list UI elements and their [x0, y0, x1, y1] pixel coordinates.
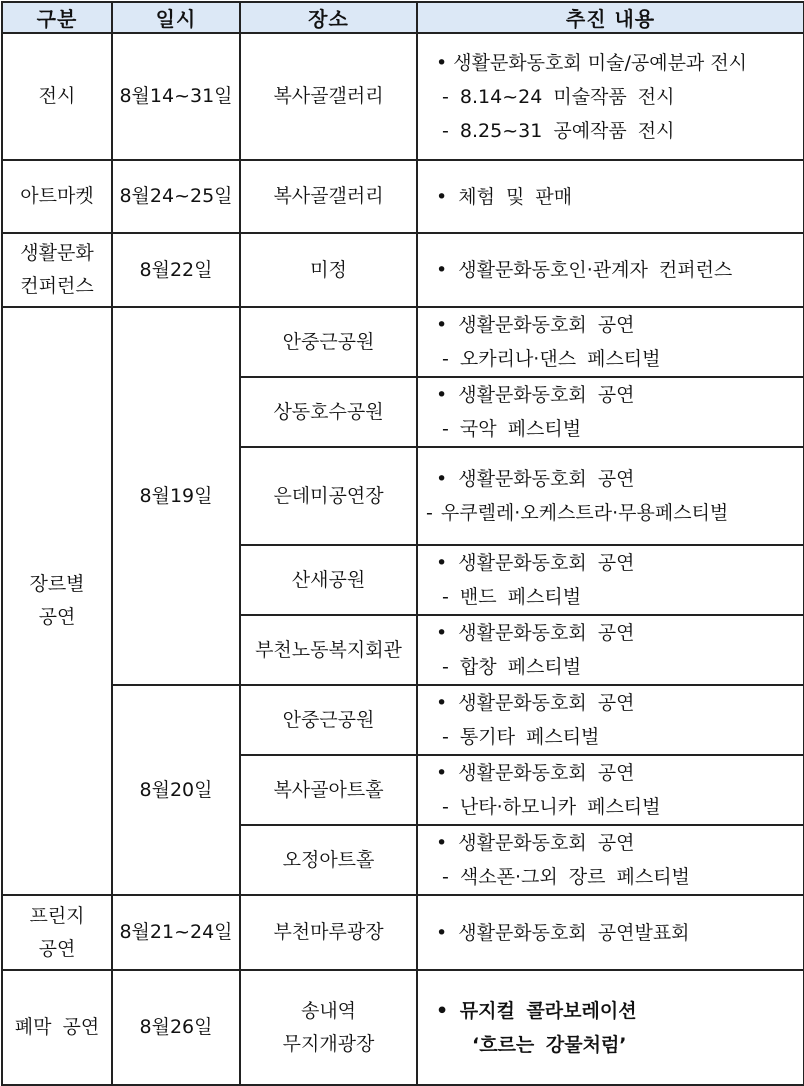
category-cell [2, 233, 112, 307]
place-cell: 안중근공원 [240, 307, 417, 377]
category-line: 컨퍼런스 [20, 275, 94, 297]
category-line: 프린지 [29, 904, 85, 927]
content-cell [417, 233, 804, 307]
header-content: 추진 내용 [417, 2, 804, 33]
place-cell [240, 970, 417, 1085]
content-line: • 체험 및 판매 [436, 185, 573, 208]
content-line: • 생활문화동호회 공연발표회 [436, 921, 690, 944]
category-cell [2, 895, 112, 970]
place-cell: 복사골아트홀 [240, 755, 417, 825]
category-line: 생활문화 [20, 242, 94, 264]
table-row-genre [2, 307, 804, 377]
content-cell [417, 615, 804, 685]
content-cell [417, 377, 804, 447]
content-line: • 생활문화동호회 미술/공예분과 전시 [436, 51, 748, 74]
content-line: - 국악 페스티벌 [442, 418, 582, 440]
content-line: - 색소폰·그외 장르 페스티벌 [442, 866, 690, 888]
content-cell [417, 33, 804, 160]
place-cell: 부천노동복지회관 [240, 615, 417, 685]
date-cell: 8월20일 [112, 685, 240, 895]
place-line: 무지개광장 [282, 1032, 375, 1055]
schedule-table-container [1, 1, 803, 1080]
content-line: • 뮤지컬 콜라보레이션 [436, 999, 637, 1022]
content-line: - 통기타 페스티벌 [442, 726, 600, 748]
table-row-closing [2, 970, 804, 1085]
category-line: 장르별 [29, 573, 85, 595]
content-line: • 생활문화동호회 공연 [436, 384, 635, 406]
table-row-conference [2, 233, 804, 307]
content-line: - 오카리나·댄스 페스티벌 [442, 348, 661, 370]
date-cell: 8월24~25일 [112, 160, 240, 233]
content-cell [417, 685, 804, 755]
content-cell [417, 545, 804, 615]
table-row-exhibition [2, 33, 804, 160]
place-cell: 복사골갤러리 [240, 33, 417, 160]
category-cell [2, 307, 112, 895]
content-cell [417, 895, 804, 970]
content-line: - 합창 페스티벌 [442, 656, 582, 678]
header-row [2, 2, 804, 33]
place-cell: 부천마루광장 [240, 895, 417, 970]
place-cell: 산새공원 [240, 545, 417, 615]
content-cell [417, 447, 804, 545]
content-line: • 생활문화동호회 공연 [436, 314, 635, 336]
content-cell [417, 307, 804, 377]
content-cell [417, 755, 804, 825]
category-line: 공연 [38, 606, 76, 628]
date-cell: 8월14~31일 [112, 33, 240, 160]
category-cell: 폐막 공연 [2, 970, 112, 1085]
content-line: - 8.14~24 미술작품 전시 [442, 85, 675, 108]
content-line: ‘흐르는 강물처럼’ [472, 1033, 627, 1056]
date-cell: 8월21~24일 [112, 895, 240, 970]
place-cell: 미정 [240, 233, 417, 307]
place-line: 송내역 [300, 999, 357, 1022]
header-date: 일시 [112, 2, 240, 33]
content-line: • 생활문화동호회 공연 [436, 468, 635, 490]
place-cell: 복사골갤러리 [240, 160, 417, 233]
schedule-table [1, 1, 804, 1086]
content-line: • 생활문화동호회 공연 [436, 552, 635, 574]
table-row-genre [2, 685, 804, 755]
date-cell: 8월26일 [112, 970, 240, 1085]
content-line: • 생활문화동호회 공연 [436, 832, 635, 854]
place-cell: 안중근공원 [240, 685, 417, 755]
content-line: • 생활문화동호회 공연 [436, 762, 635, 784]
header-category: 구분 [2, 2, 112, 33]
category-cell: 아트마켓 [2, 160, 112, 233]
category-cell: 전시 [2, 33, 112, 160]
place-cell: 은데미공연장 [240, 447, 417, 545]
header-place: 장소 [240, 2, 417, 33]
content-line: - 난타·하모니카 페스티벌 [442, 796, 661, 818]
place-cell: 상동호수공원 [240, 377, 417, 447]
date-cell: 8월19일 [112, 307, 240, 685]
table-row-art-market [2, 160, 804, 233]
table-row-fringe [2, 895, 804, 970]
content-cell [417, 160, 804, 233]
content-line: • 생활문화동호회 공연 [436, 622, 635, 644]
content-line: - 우쿠렐레·오케스트라·무용페스티벌 [426, 502, 729, 524]
content-line: - 밴드 페스티벌 [442, 586, 582, 608]
content-cell [417, 970, 804, 1085]
date-cell: 8월22일 [112, 233, 240, 307]
content-line: - 8.25~31 공예작품 전시 [442, 119, 675, 142]
place-cell: 오정아트홀 [240, 825, 417, 895]
content-cell [417, 825, 804, 895]
content-line: • 생활문화동호회 공연 [436, 692, 635, 714]
category-line: 공연 [38, 937, 76, 960]
content-line: • 생활문화동호인·관계자 컨퍼런스 [436, 259, 733, 281]
